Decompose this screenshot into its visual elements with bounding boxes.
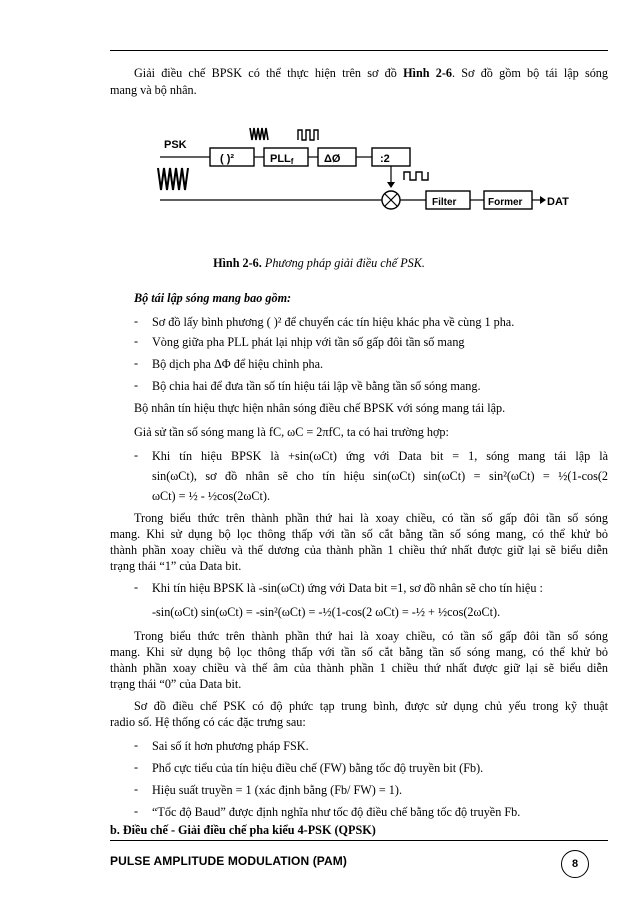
psk-demodulator-diagram xyxy=(150,120,590,230)
divided-square-wave-icon xyxy=(404,172,428,180)
section-b-heading: b. Điều chế - Giải điều chế pha kiểu 4-PSK (QPSK) xyxy=(110,823,376,837)
page-number: 8 xyxy=(561,850,589,878)
para1-line-1: Trong biểu thức trên thành phần thứ hai là xoay chiều, có tần số gấp đôi tần số sóng xyxy=(134,511,608,525)
sine-wave-icon xyxy=(250,128,268,140)
case2-line-1: Khi tín hiệu BPSK là -sin(ωCt) ứng với Data bit =1, sơ đồ nhân sẽ cho tín hiệu : xyxy=(152,581,543,595)
para2-line-4: trạng thái “0” của Data bit. xyxy=(110,677,242,691)
filter-label: Filter xyxy=(432,197,457,208)
pll-block-label: PLLf xyxy=(270,153,294,166)
carrier-item: Bộ dịch pha ΔΦ để hiệu chỉnh pha. xyxy=(152,357,324,371)
bottom-rule xyxy=(110,840,608,841)
top-rule xyxy=(110,50,608,51)
feature-item: Phổ cực tiểu của tín hiệu điều chế (FW) bằng tốc độ truyền bit (Fb). xyxy=(152,761,484,775)
para1-line-2: mang. Khi sử dụng bộ lọc thông thấp với tần số cắt bằng tần số sóng mang, có thể khử bỏ xyxy=(110,527,608,541)
case1-line-3: ωCt) = ½ - ½cos(2ωCt). xyxy=(152,489,271,503)
carrier-item: Bộ chia hai để đưa tần số tín hiệu tái lập về bằng tần số sóng mang. xyxy=(152,379,481,393)
para2-line-3: thành phần xoay chiều và thế âm của thành phần 1 chiều thứ nhất được giữ lại sẽ biểu diễn xyxy=(110,661,608,675)
phase-shift-label: ΔØ xyxy=(324,153,341,165)
para1-line-3: thành phần xoay chiều và thế dương của thành phần 1 chiều thứ nhất được giữ lại sẽ biểu diễn xyxy=(110,543,608,557)
para2-line-2: mang. Khi sử dụng bộ lọc thông thấp với tần số cắt bằng tần số sóng mang, có thể khử bỏ xyxy=(110,645,608,659)
intro-line-2: mang và bộ nhân. xyxy=(110,83,197,97)
feature-item: Hiệu suất truyền = 1 (xác định bằng (Fb/ FW) = 1). xyxy=(152,783,402,797)
para1-line-4: trạng thái “1” của Data bit. xyxy=(110,559,242,573)
case1-line-2: sin(ωCt), sơ đồ nhân sẽ cho tín hiệu sin(ωCt) sin(ωCt) = sin²(ωCt) = ½(1-cos(2 xyxy=(152,469,608,483)
carrier-item: Sơ đồ lấy bình phương ( )² để chuyển các tín hiệu khác pha về cùng 1 pha. xyxy=(152,315,515,329)
assumption-text: Giả sử tần số sóng mang là fC, ωC = 2πfC, ta có hai trường hợp: xyxy=(134,425,449,439)
intro-line-1: Giải điều chế BPSK có thể thực hiện trên sơ đồ Hình 2-6. Sơ đồ gồm bộ tái lập sóng xyxy=(134,66,608,80)
psk-input-label: PSK xyxy=(164,139,187,151)
divider-block xyxy=(372,148,410,166)
footer-title: PULSE AMPLITUDE MODULATION (PAM) xyxy=(110,854,347,868)
carrier-heading: Bộ tái lập sóng mang bao gồm: xyxy=(134,291,292,305)
para3-line-1: Sơ đồ điều chế PSK có độ phức tạp trung bình, được sử dụng chủ yếu trong kỹ thuật xyxy=(134,699,608,713)
para2-line-1: Trong biểu thức trên thành phần thứ hai là xoay chiều, có tần số gấp đôi tần số sóng xyxy=(134,629,608,643)
output-label: DAT xyxy=(547,196,569,208)
feature-item: Sai số ít hơn phương pháp FSK. xyxy=(152,739,309,753)
carrier-item: Vòng giữa pha PLL phát lại nhịp với tần số gấp đôi tần số mang xyxy=(152,335,465,349)
figure-caption: Hình 2-6. Phương pháp giải điều chế PSK. xyxy=(213,256,425,270)
square-block-label: ( )² xyxy=(220,153,235,165)
case1-line-1: Khi tín hiệu BPSK là +sin(ωCt) ứng với Data bit = 1, sóng mang tái lập là xyxy=(152,449,608,463)
para3-line-2: radio số. Hệ thống có các đặc trưng sau: xyxy=(110,715,306,729)
case2-line-2: -sin(ωCt) sin(ωCt) = -sin²(ωCt) = -½(1-cos(2 ωCt) = -½ + ½cos(2ωCt). xyxy=(152,605,501,619)
former-label: Former xyxy=(488,197,523,208)
feature-item: “Tốc độ Baud” được định nghĩa như tốc độ điều chế bằng tốc độ truyền Fb. xyxy=(152,805,521,819)
square-wave-icon xyxy=(298,130,318,140)
divider-label: :2 xyxy=(380,153,390,165)
input-wave-icon xyxy=(158,168,188,190)
multiplier-text: Bộ nhân tín hiệu thực hiện nhân sóng điều chế BPSK với sóng mang tái lập. xyxy=(134,401,506,415)
